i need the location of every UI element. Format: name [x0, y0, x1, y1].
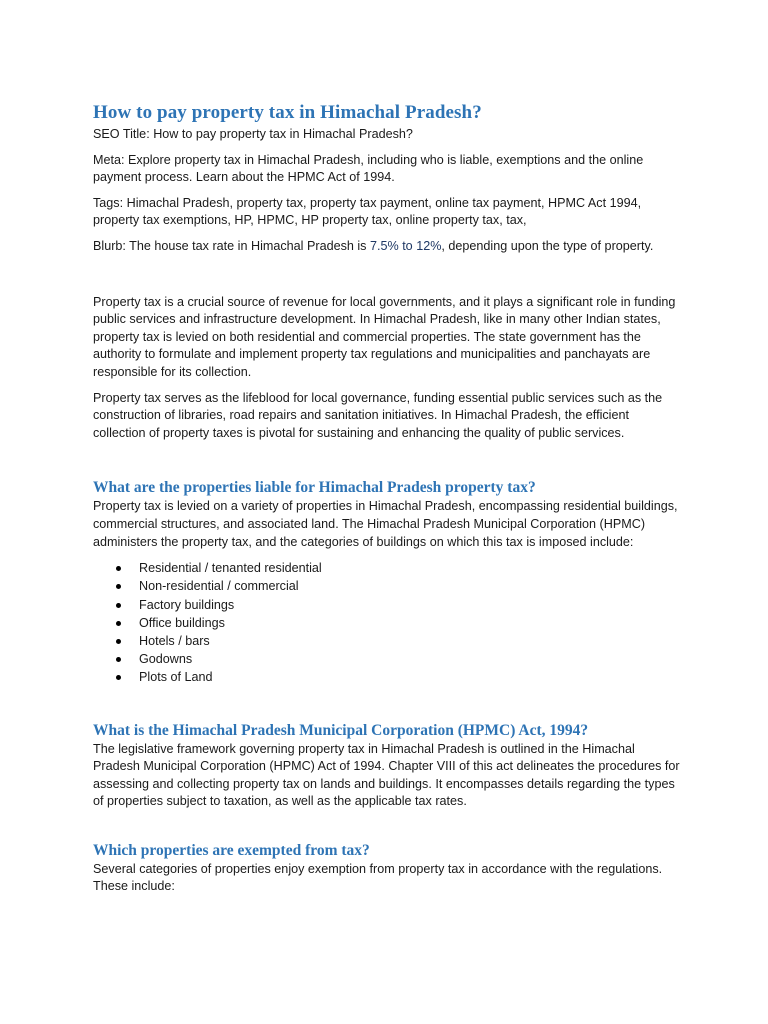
- blurb-text: Blurb: The house tax rate in Himachal Pradesh is: [93, 238, 370, 253]
- tax-rate-highlight: 7.5% to 12%: [369, 238, 442, 253]
- list-item: Godowns: [93, 650, 683, 668]
- list-item: Plots of Land: [93, 668, 683, 686]
- page-title: How to pay property tax in Himachal Pradesh?: [93, 102, 482, 123]
- list-item: Hotels / bars: [93, 632, 683, 650]
- intro-paragraph: Property tax is a crucial source of revenue for local governments, and it plays a significant role in funding public services and infrastructure development. In Himachal Pradesh, like in many other Indian states, property tax is levied on both residential and commercial properties. The state government has the authority to formulate and implement property tax regulations and municipalities and panchayats are responsible for its collection.: [93, 294, 676, 379]
- section-body-exemptions: Several categories of properties enjoy exemption from property tax in accordance with the regulations. These include:: [93, 861, 663, 894]
- intro-paragraph-2: Property tax serves as the lifeblood for local governance, funding essential public services such as the construction of libraries, road repairs and sanitation initiatives. In Himachal Pradesh, the efficient collection of property taxes is pivotal for sustaining and enhancing the quality of public services.: [93, 390, 663, 440]
- section-heading-hpmc-act: What is the Himachal Pradesh Municipal Corporation (HPMC) Act, 1994?: [93, 721, 589, 739]
- tags-line: Tags: Himachal Pradesh, property tax, property tax payment, online tax payment, HPMC Act 1994, property tax exemptions, HP, HPMC, HP property tax, online property tax, tax,: [93, 195, 642, 228]
- list-item: Office buildings: [93, 614, 683, 632]
- section-heading-exemptions: Which properties are exempted from tax?: [93, 841, 370, 859]
- blurb-suffix: , depending upon the type of property.: [441, 238, 654, 253]
- blurb: [93, 238, 683, 256]
- list-item: Non-residential / commercial: [93, 577, 683, 595]
- list-item: Residential / tenanted residential: [93, 559, 683, 577]
- property-category-list: [93, 559, 683, 686]
- section-heading-liable: What are the properties liable for Himachal Pradesh property tax?: [93, 479, 536, 497]
- section-body-hpmc-act: The legislative framework governing property tax in Himachal Pradesh is outlined in the Himachal Pradesh Municipal Corporation (HPMC) Act of 1994. Chapter VIII of this act delineates the procedures for assessing and collecting property tax on lands and buildings. It encompasses details regarding the types of properties subject to taxation, as well as the applicable tax rates.: [93, 741, 680, 809]
- meta-description: Meta: Explore property tax in Himachal Pradesh, including who is liable, exemptions and the online payment process. Learn about the HPMC Act of 1994.: [93, 152, 644, 185]
- section-body-liable: Property tax is levied on a variety of properties in Himachal Pradesh, encompassing residential buildings, commercial structures, and associated land. The Himachal Pradesh Municipal Corporation (HPMC) administers the property tax, and the categories of buildings on which this tax is imposed include:: [93, 499, 678, 549]
- seo-title: SEO Title: How to pay property tax in Himachal Pradesh?: [93, 127, 413, 141]
- document-body: [93, 101, 683, 896]
- list-item: Factory buildings: [93, 596, 683, 614]
